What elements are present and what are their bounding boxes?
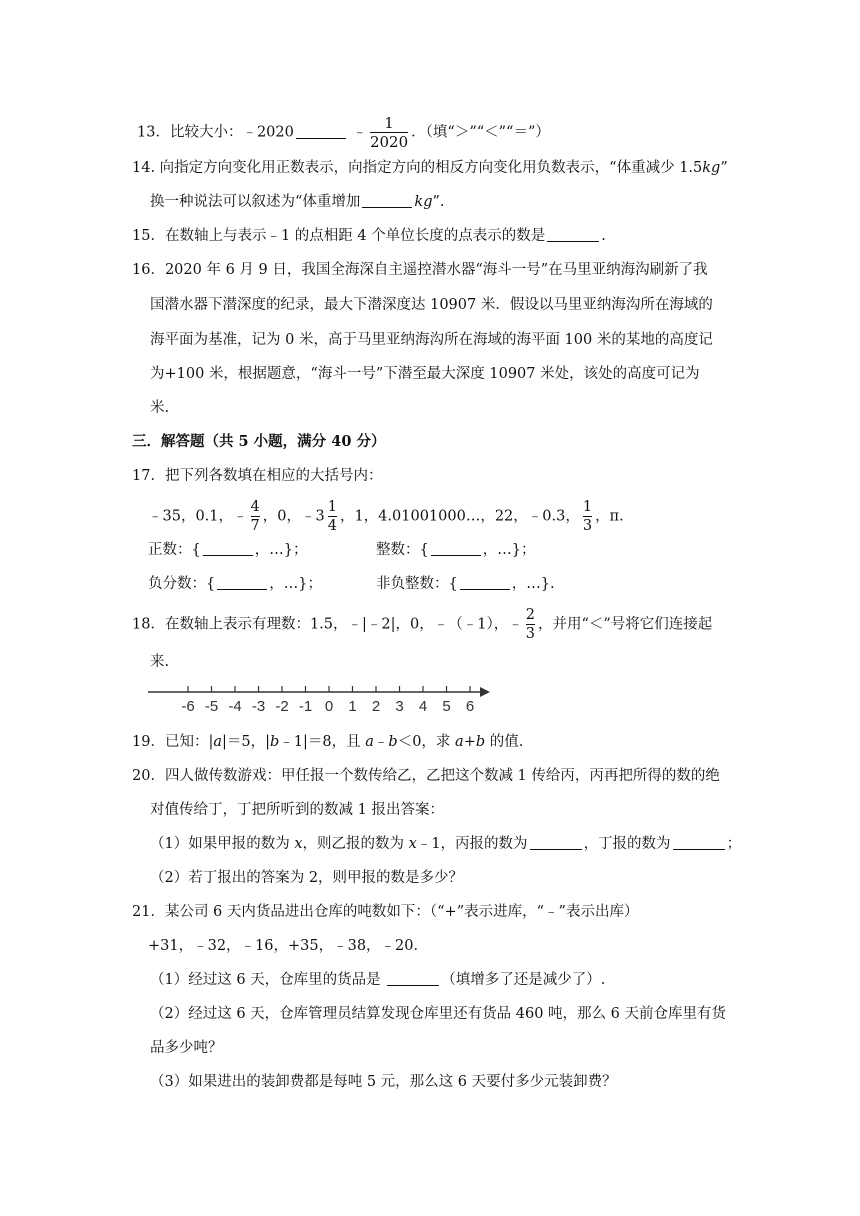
question-16-line3: 海平面为基准，记为 0 米，高于马里亚纳海沟所在海域的海平面 100 米的某地的高度记 bbox=[150, 332, 713, 348]
question-17-numbers: ﹣35，0.1，﹣ $\frac{4}{7}$ ，0，﹣3 $\frac{1}{4}$ ，1，4.01001000…，22，﹣0.3， $\frac{1}{3}$ ，π. bbox=[148, 499, 624, 534]
answer-blank bbox=[296, 124, 346, 139]
tick-label: -4 bbox=[228, 698, 242, 715]
positive-set: 正数：{ ，…}； bbox=[148, 542, 308, 558]
answer-blank bbox=[530, 835, 582, 850]
fraction: $\frac{1}{3}$ bbox=[582, 499, 593, 534]
tick-label: 0 bbox=[324, 698, 334, 715]
question-21-part3: （3）如果进出的装卸费都是每吨 5 元，那么这 6 天要付多少元装卸费？ bbox=[150, 1074, 617, 1090]
question-21-data: +31，﹣32，﹣16，+35，﹣38，﹣20． bbox=[148, 938, 429, 954]
answer-blank bbox=[387, 971, 439, 986]
integer-set: 整数：{ ，…}； bbox=[376, 542, 536, 558]
question-21-part2: （2）经过这 6 天，仓库管理员结算发现仓库里还有货品 460 吨，那么 6 天前仓库里有货 bbox=[150, 1006, 727, 1022]
answer-blank bbox=[217, 575, 267, 590]
tick-label: 2 bbox=[371, 698, 381, 715]
question-13: 13．比较大小：﹣2020 ﹣ $\frac{1}{2020}$ ．（填“＞”“＜”“＝”） bbox=[137, 114, 550, 151]
question-20-line1: 20．四人做传数游戏：甲任报一个数传给乙，乙把这个数减 1 传给丙，丙再把所得的数的绝 bbox=[132, 768, 720, 784]
question-19: 19．已知：|a|＝5，|b﹣1|＝8，且 a﹣b＜0，求 a+b 的值. bbox=[132, 734, 524, 750]
tick-label: -1 bbox=[298, 698, 313, 715]
answer-blank bbox=[362, 193, 412, 208]
question-17: 17．把下列各数填在相应的大括号内： bbox=[132, 468, 383, 484]
question-14-line2: 换一种说法可以叙述为“体重增加 kg”. bbox=[150, 194, 445, 210]
answer-blank bbox=[547, 227, 599, 242]
answer-blank bbox=[673, 835, 725, 850]
fraction: $\frac{1}{4}$ bbox=[327, 499, 337, 534]
answer-blank bbox=[460, 575, 510, 590]
answer-blank bbox=[431, 541, 481, 556]
question-20-part2: （2）若丁报出的答案为 2，则甲报的数是多少？ bbox=[150, 870, 464, 886]
question-21-part2-cont: 品多少吨？ bbox=[150, 1040, 223, 1056]
nonnegative-integer-set: 非负整数：{ ，…}. bbox=[376, 576, 555, 592]
question-16-line1: 16．2020 年 6 月 9 日，我国全海深自主遥控潜水器“海斗一号”在马里亚纳海沟刷新了我 bbox=[132, 262, 708, 278]
answer-blank bbox=[203, 541, 253, 556]
question-21: 21．某公司 6 天内货品进出仓库的吨数如下：（“+”表示进库，“﹣”表示出库） bbox=[132, 904, 639, 920]
question-16-line4: 为+100 米，根据题意，“海斗一号”下潜至最大深度 10907 米处，该处的高度可记为 bbox=[150, 366, 700, 382]
question-14-line1: 14. 向指定方向变化用正数表示，向指定方向的相反方向变化用负数表示，“体重减少 1.5kg” bbox=[132, 160, 728, 176]
question-16-line5: 米. bbox=[150, 400, 170, 416]
tick-label: -3 bbox=[251, 698, 266, 715]
tick-label: 3 bbox=[395, 698, 404, 715]
question-18-line2: 来. bbox=[150, 654, 170, 670]
question-21-part1: （1）经过这 6 天，仓库里的货品是 （填增多了还是减少了）. bbox=[150, 972, 606, 988]
fraction: $\frac{4}{7}$ bbox=[250, 499, 260, 534]
fraction: $\frac{1}{2020}$ bbox=[369, 114, 409, 151]
question-15: 15．在数轴上与表示﹣1 的点相距 4 个单位长度的点表示的数是 . bbox=[132, 228, 606, 244]
tick-label: 5 bbox=[442, 698, 451, 715]
question-20-line2: 对值传给丁，丁把所听到的数减 1 报出答案： bbox=[150, 802, 444, 818]
number-line bbox=[148, 680, 498, 716]
tick-label: 6 bbox=[465, 698, 475, 715]
question-18: 18．在数轴上表示有理数：1.5，﹣|﹣2|，0，﹣（﹣1），﹣ $\frac{2}{3}$ ，并用“＜”号将它们连接起 bbox=[132, 607, 713, 642]
question-20-part1: （1）如果甲报的数为 x，则乙报的数为 x﹣1，丙报的数为 ，丁报的数为 ； bbox=[150, 836, 742, 852]
section-heading: 三．解答题（共 5 小题，满分 40 分） bbox=[132, 433, 386, 450]
tick-label: -5 bbox=[204, 698, 219, 715]
question-16-line2: 国潜水器下潜深度的纪录，最大下潜深度达 10907 米．假设以马里亚纳海沟所在海域的 bbox=[150, 297, 713, 313]
tick-label: -2 bbox=[275, 698, 289, 715]
arrow-icon bbox=[480, 687, 490, 697]
tick-label: 4 bbox=[418, 698, 428, 715]
fraction: $\frac{2}{3}$ bbox=[525, 607, 535, 642]
tick-label: -6 bbox=[181, 698, 195, 715]
negative-fraction-set: 负分数：{ ，…}； bbox=[148, 576, 322, 592]
tick-label: 1 bbox=[348, 698, 357, 715]
